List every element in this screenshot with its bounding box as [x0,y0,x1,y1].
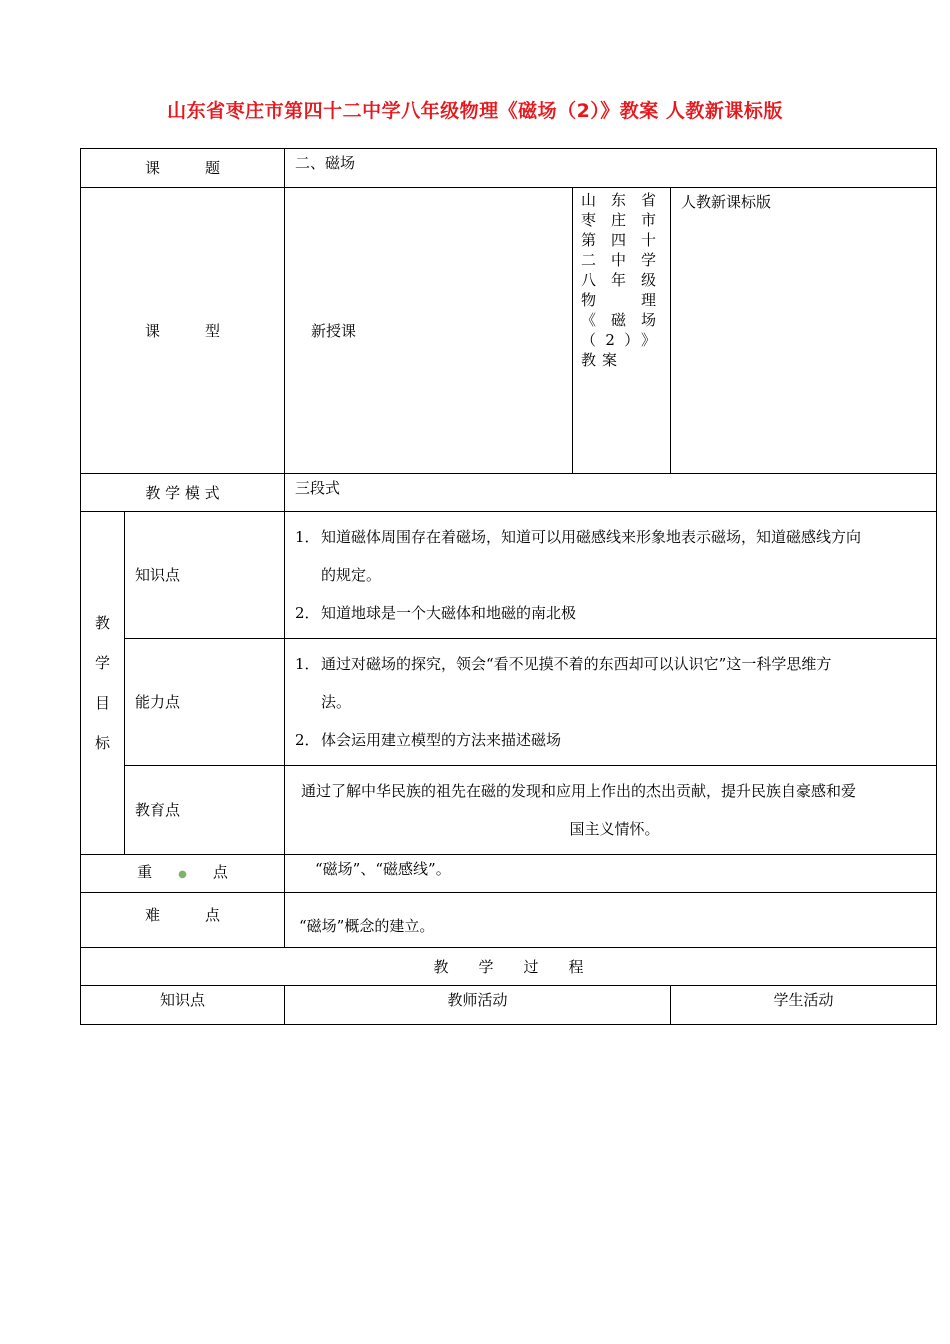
col-knowledge: 知识点 [81,986,285,1025]
objectives-label-text: 教学目标 [94,614,110,752]
ability-item1-line1: 通过对磁场的探究，领会“看不见摸不着的东西却可以认识它”这一科学思维方 [321,655,832,673]
topic-label: 课 题 [81,149,285,188]
ability-item2-num: 2． [295,731,320,749]
type-edition: 人教新课标版 [671,188,937,474]
mode-label: 教 学 模 式 [81,474,285,512]
process-label: 教 学 过 程 [81,948,937,986]
col-student: 学生活动 [671,986,937,1025]
education-line1: 通过了解中华民族的祖先在磁的发现和应用上作出的杰出贡献，提升民族自豪感和爱 [301,782,857,800]
ability-item2: 体会运用建立模型的方法来描述磁场 [321,731,562,749]
type-row [81,188,937,474]
knowledge-content [285,512,937,639]
difficulty-value: “磁场”概念的建立。 [285,893,937,948]
type-label: 课 型 [81,188,285,474]
topic-row [81,149,937,188]
mode-value: 三段式 [285,474,937,512]
key-point-label-right: 点 [212,863,228,881]
knowledge-item1-line1: 知道磁体周围存在着磁场，知道可以用磁感线来形象地表示磁场，知道磁感线方向 [321,528,862,546]
objective-ability-row [81,639,937,766]
difficulty-row [81,893,937,948]
key-point-row [81,855,937,893]
dot-icon: ● [178,869,187,880]
knowledge-item1-line2: 的规定。 [321,566,382,584]
difficulty-label: 难 点 [81,893,285,948]
objective-education-row [81,766,937,855]
process-header-row [81,986,937,1025]
mode-row [81,474,937,512]
ability-item1-line2: 法。 [321,693,352,711]
type-value: 新授课 [285,188,573,474]
topic-value: 二、磁场 [285,149,937,188]
objective-knowledge-row [81,512,937,639]
ability-content [285,639,937,766]
process-row [81,948,937,986]
col-teacher: 教师活动 [285,986,671,1025]
key-point-value: “磁场”、“磁感线”。 [285,855,937,893]
knowledge-item1-num: 1． [295,528,320,546]
type-source-text: 山东省枣庄市第四十二中学八年级物理《磁场（2）》教案 [573,188,671,474]
knowledge-label: 知识点 [125,512,285,639]
document-title: 山东省枣庄市第四十二中学八年级物理《磁场（2）》教案 人教新课标版 [167,100,783,122]
ability-item1-num: 1． [295,655,320,673]
key-point-label [81,855,285,893]
ability-label: 能力点 [125,639,285,766]
knowledge-item2: 知道地球是一个大磁体和地磁的南北极 [321,604,577,622]
knowledge-item2-num: 2． [295,604,320,622]
lesson-plan-table [80,148,937,1025]
education-content [285,766,937,855]
education-line2: 国主义情怀。 [569,820,660,838]
education-label: 教育点 [125,766,285,855]
objectives-label [81,512,125,855]
key-point-label-left: 重 [137,863,153,881]
